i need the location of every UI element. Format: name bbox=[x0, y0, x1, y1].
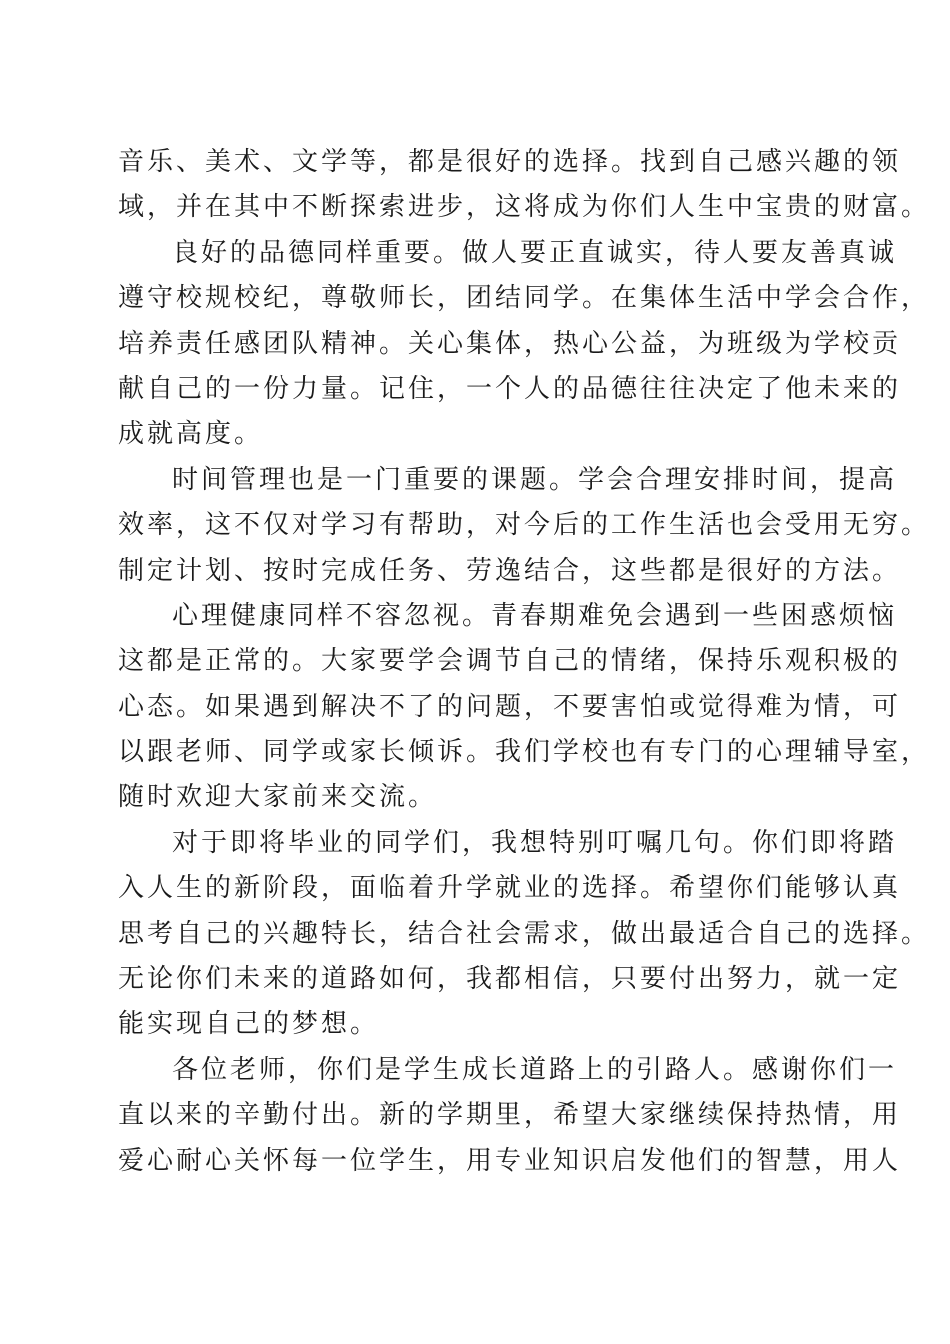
text-line: 爱心耐心关怀每一位学生，用专业知识启发他们的智慧，用人 bbox=[118, 1145, 902, 1176]
text-line: 音乐、美术、文学等，都是很好的选择。找到自己感兴趣的领 bbox=[118, 147, 902, 177]
paragraph-start-line: 时间管理也是一门重要的课题。学会合理安排时间，提高 bbox=[172, 464, 898, 495]
text-line: 能实现自己的梦想。 bbox=[118, 1009, 380, 1040]
text-line: 域，并在其中不断探索进步，这将成为你们人生中宝贵的财富。 bbox=[118, 192, 931, 223]
paragraph-start-line: 各位老师，你们是学生成长道路上的引路人。感谢你们一 bbox=[172, 1054, 898, 1085]
text-line: 成就高度。 bbox=[118, 419, 264, 450]
text-line: 思考自己的兴趣特长，结合社会需求，做出最适合自己的选择。 bbox=[118, 918, 931, 949]
text-line: 效率，这不仅对学习有帮助，对今后的工作生活也会受用无穷。 bbox=[118, 510, 931, 541]
text-line: 以跟老师、同学或家长倾诉。我们学校也有专门的心理辅导室， bbox=[118, 737, 931, 768]
text-line: 随时欢迎大家前来交流。 bbox=[118, 782, 438, 813]
text-line: 心态。如果遇到解决不了的问题，不要害怕或觉得难为情，可 bbox=[118, 691, 902, 722]
text-line: 制定计划、按时完成任务、劳逸结合，这些都是很好的方法。 bbox=[118, 555, 902, 586]
text-line: 这都是正常的。大家要学会调节自己的情绪，保持乐观积极的 bbox=[118, 646, 902, 677]
text-line: 入人生的新阶段，面临着升学就业的选择。希望你们能够认真 bbox=[118, 873, 902, 904]
text-line: 培养责任感团队精神。关心集体，热心公益，为班级为学校贡 bbox=[118, 328, 902, 359]
paragraph-start-line: 对于即将毕业的同学们，我想特别叮嘱几句。你们即将踏 bbox=[172, 827, 898, 858]
document-body bbox=[118, 140, 931, 1184]
paragraph-start-line: 良好的品德同样重要。做人要正直诚实，待人要友善真诚 bbox=[172, 237, 898, 268]
text-line: 献自己的一份力量。记住，一个人的品德往往决定了他未来的 bbox=[118, 373, 902, 404]
text-line: 无论你们未来的道路如何，我都相信，只要付出努力，就一定 bbox=[118, 964, 902, 995]
paragraph-start-line: 心理健康同样不容忽视。青春期难免会遇到一些困惑烦恼 bbox=[172, 600, 898, 631]
text-line: 直以来的辛勤付出。新的学期里，希望大家继续保持热情，用 bbox=[118, 1100, 902, 1131]
text-line: 遵守校规校纪，尊敬师长，团结同学。在集体生活中学会合作， bbox=[118, 283, 931, 314]
